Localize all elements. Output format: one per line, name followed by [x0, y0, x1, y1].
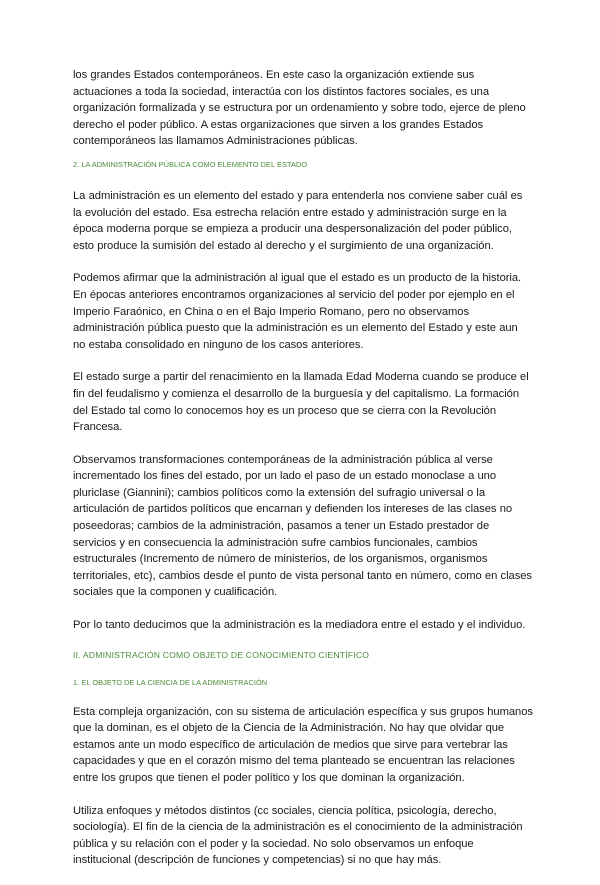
section-heading-administracion-elemento-estado: 2. LA ADMINISTRACIÓN PÚBLICA COMO ELEMENTO DEL ESTADO: [73, 159, 308, 169]
paragraph-transformaciones: Observamos transformaciones contemporáneas de la administración pública al verse incrementado los fines del estado, por un lado el paso de un estado monoclase a uno pluriclase (Giannini); cambios políticos como la extensión del sufragio universal o la articulación de partidos políticos que encarnan y defienden los intereses de las clases no poseedoras; cambios de la administración, pasamos a tener un Estado prestador de servicios y en consecuencia la administración sufre cambios funcionales, cambios estructurales (Incremento de número de ministerios, de los organismos, organismos territoriales, etc), cambios desde el punto de vista personal tanto en número, como en clases sociales que la componen y cualificación.: [73, 453, 532, 599]
paragraph-compleja-organizacion: Esta compleja organización, con su sistema de articulación específica y sus grupos humanos que la dominan, es el objeto de la Ciencia de la Administración. No hay que olvidar que estamos ante un modo específico de articulación de medios que sirve para vertebrar las capacidades y que en el corazón mismo del tema planteado se encuentran las relaciones entre los grupos que tienen el poder político y los que dominan la organización.: [73, 705, 533, 784]
section-heading-objeto-ciencia: 1. EL OBJETO DE LA CIENCIA DE LA ADMINISTRACIÓN: [73, 677, 268, 687]
paragraph-mediadora: Por lo tanto deducimos que la administración es la mediadora entre el estado y el individuo.: [73, 619, 526, 632]
paragraph-estado-renacimiento: El estado surge a partir del renacimiento en la llamada Edad Moderna cuando se produce el fin del feudalismo y comienza el desarrollo de la burguesía y del capitalismo. La formación del Estado tal como lo conocemos hoy es un proceso que se cierra con la Revolución Francesa.: [73, 371, 529, 434]
paragraph-estados-contemporaneos: los grandes Estados contemporáneos. En este caso la organización extiende sus actuaciones a toda la sociedad, interactúa con los distintos factores sociales, es una organización formalizada y se estructura por un ordenamiento y sobre todo, ejerce de pleno derecho el poder público. A estas organizaciones que sirven a los grandes Estados contemporáneos las llamamos Administraciones públicas.: [73, 69, 526, 148]
paragraph-enfoques-metodos: Utiliza enfoques y métodos distintos (cc sociales, ciencia política, psicología, derecho, sociología). El fin de la ciencia de la administración es el conocimiento de la administración pública y su relación con el poder y la sociedad. No solo observamos un enfoque institucional (descripción de funciones y competencias) si no que hay más.: [73, 804, 523, 867]
document-page: [73, 67, 533, 885]
chapter-heading-objeto-conocimiento: II. ADMINISTRACIÓN COMO OBJETO DE CONOCIMIENTO CIENTÍFICO: [73, 649, 370, 660]
paragraph-producto-historia: Podemos afirmar que la administración al igual que el estado es un producto de la historia. En épocas anteriores encontramos organizaciones al servicio del poder por ejemplo en el Imperio Faraónico, en China o en el Bajo Imperio Romano, pero no observamos administración pública puesto que la administración es un elemento del Estado y este aun no estaba consolidado en ninguno de los casos anteriores.: [73, 272, 522, 351]
paragraph-administracion-elemento: La administración es un elemento del estado y para entenderla nos conviene saber cuál es la evolución del estado. Esa estrecha relación entre estado y administración surge en la época moderna porque se empieza a producir una despersonalización del poder público, esto produce la sumisión del estado al derecho y el surgimiento de una organización.: [73, 189, 523, 252]
